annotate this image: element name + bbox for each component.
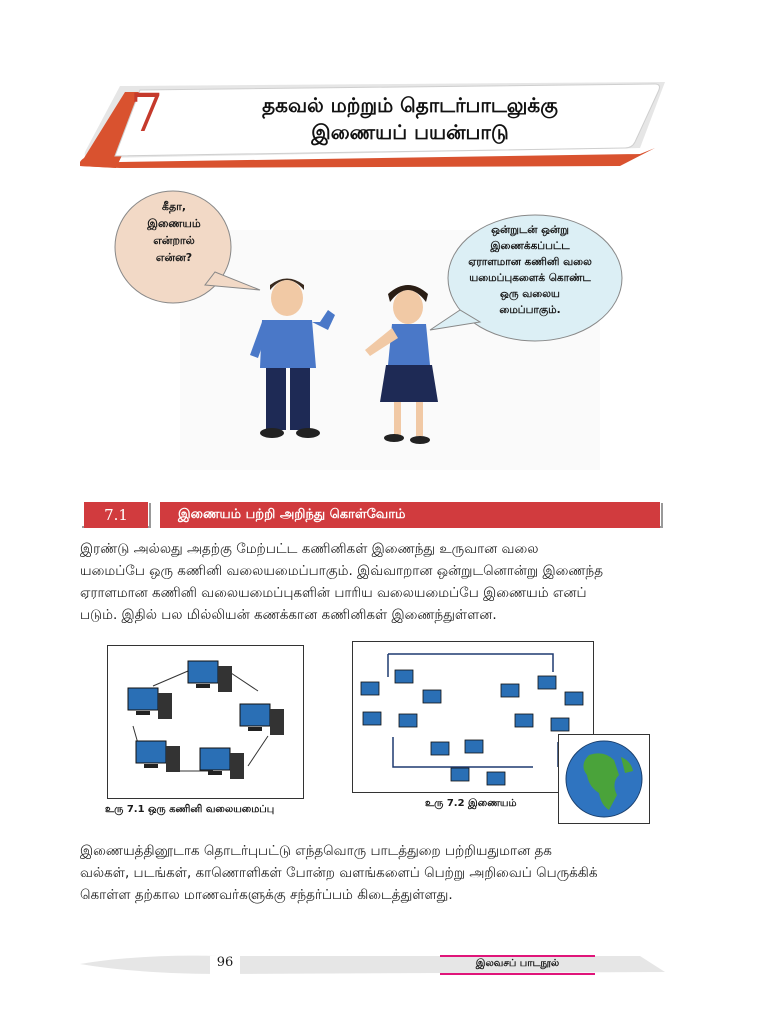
figure-caption: உரு 7.2 இணையம் (425, 798, 517, 809)
globe-icon (559, 735, 649, 823)
chapter-title (200, 92, 620, 146)
chapter-title-line-1: தகவல் மற்றும் தொடர்பாடலுக்கு (262, 93, 558, 117)
section-title: இணையம் பற்றி அறிந்து கொள்வோம் (178, 507, 406, 522)
globe-inset (558, 734, 650, 824)
computer-icon (200, 748, 244, 779)
girl-answer: ஒன்றுடன் ஒன்று இணைக்கப்பட்ட ஏராளமான கணினி வலை யமைப்புகளைக் கொண்ட ஒரு வலைய மைப்பாகும். (468, 224, 592, 316)
computer-icon (188, 661, 232, 692)
paragraph-internet-benefits: இணையத்தினூடாக தொடர்புபட்டு எந்தவொரு பாடத்துறை பற்றியதுமான தக வல்கள், படங்கள், காணொளிகள் போன்ற வளங்களைப் பெற்று அறிவைப் பெருக்கிக் கொள்ள தற்கால மாணவர்களுக்கு சந்தர்ப்பம் கிடைத்துள்ளது. (80, 843, 598, 903)
figure-caption: உரு 7.1 ஒரு கணினி வலையமைப்பு (105, 804, 275, 815)
network-diagram (108, 646, 303, 798)
chapter-title-line-2: இணையப் பயன்பாடு (311, 120, 509, 144)
computer-icon (128, 688, 172, 719)
figure-computer-network (107, 645, 304, 799)
boy-question: கீதா, இணையம் என்றால் என்ன? (147, 200, 201, 264)
paragraph-internet-definition: இரண்டு அல்லது அதற்கு மேற்பட்ட கணினிகள் இணைந்து உருவான வலை யமைப்பே ஒரு கணினி வலையமைப்பாகும். இவ்வாறான ஒன்றுடனொன்று இணைந்த ஏராளமான கணினி வலையமைப்புகளின் பாரிய வலையமைப்பே இணையம் எனப் படும். இதில் பல மில்லியன் கணக்கான கணினிகள் இணைந்துள்ளன. (80, 541, 604, 623)
footer-label: இலவசப் பாடநூல் (475, 958, 560, 969)
computer-icon (240, 704, 284, 735)
internet-diagram (353, 642, 593, 792)
computer-icon (136, 741, 180, 772)
chapter-number: 7 (130, 84, 164, 144)
page-number: 96 (216, 955, 234, 970)
section-number: 7.1 (84, 502, 148, 528)
